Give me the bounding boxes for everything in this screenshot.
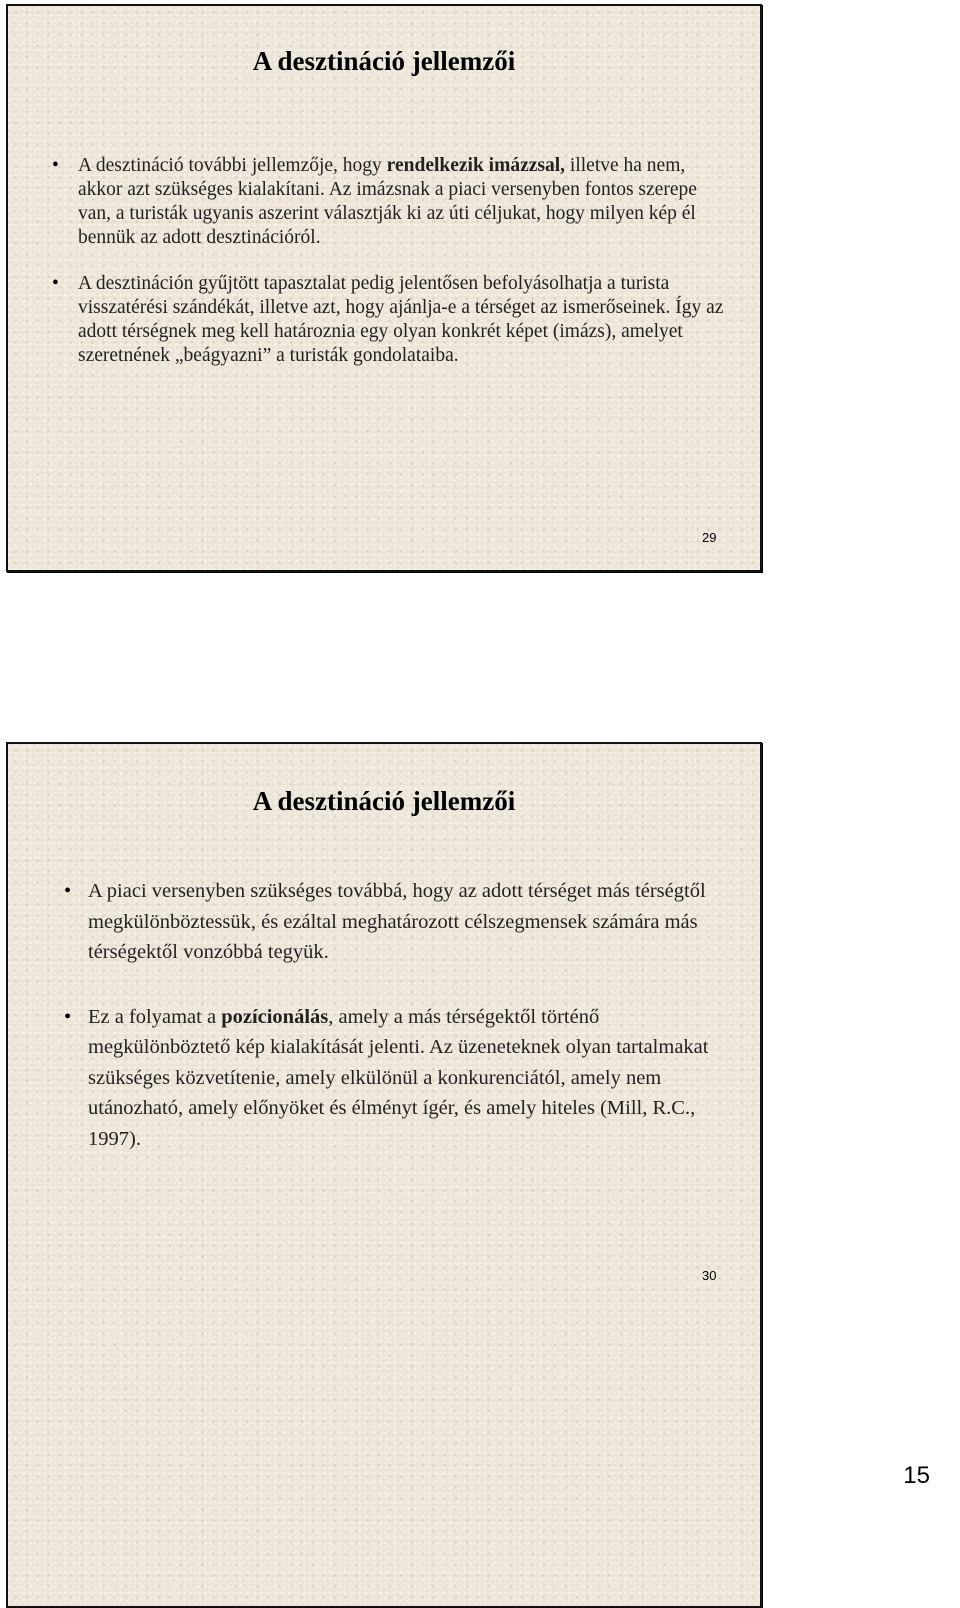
- bullet-text-bold: pozícionálás: [221, 1005, 329, 1028]
- bullet-text: A desztináción gyűjtött tapasztalat pedig jelentősen befolyásolhatja a turista visszatérési szándékát, illetve azt, hogy ajánlja-e a térséget az ismerőseinek. Így az adott térségnek meg kell határoznia egy olyan konkrét képet (imázs), amelyet szeretnének „beágyazni” a turisták gondolataiba.: [78, 273, 724, 366]
- bullet-text: A desztináció további jellemzője, hogy: [78, 155, 387, 176]
- bullet-icon: •: [64, 880, 72, 902]
- bullet-text-bold: rendelkezik imázzsal,: [386, 155, 566, 176]
- bullet-item: [64, 876, 728, 968]
- slide-title: A desztináció jellemzői: [252, 786, 516, 816]
- bullet-text: Ez a folyamat a: [88, 1005, 222, 1028]
- bullet-text: illetve ha nem, akkor azt szükséges kialakítani. Az imázsnak a piaci versenyben fontos szerepe van, a turisták ugyanis aszerint választják ki az úti céljukat, hogy milyen kép él bennük az adott desztinációról.: [78, 155, 697, 248]
- slide-30: [6, 742, 762, 1608]
- page-number: 15: [903, 1462, 930, 1489]
- slide-title: A desztináció jellemzői: [252, 46, 516, 76]
- bullet-text: A piaci versenyben szükséges továbbá, hogy az adott térséget más térségtől megkülönböztessük, és ezáltal meghatározott célszegmensek számára más térségektől vonzóbbá tegyük.: [88, 880, 706, 963]
- bullet-text: , amely a más térségektől történő megkülönböztető kép kialakítását jelenti. Az üzeneteknek olyan tartalmakat szükséges közvetítenie, amely elkülönül a konkurenciától, amely nem utánozható, amely előnyöket és élményt ígér, és amely hiteles (Mill, R.C., 1997).: [88, 1005, 709, 1150]
- slide-29: [6, 4, 762, 572]
- bullet-item: [52, 272, 732, 368]
- bullet-item: [64, 1002, 728, 1155]
- bullet-icon: •: [64, 1005, 72, 1028]
- bullet-icon: •: [52, 273, 59, 294]
- slide-number: 29: [702, 530, 717, 545]
- bullet-item: [52, 154, 732, 250]
- bullet-icon: •: [52, 155, 59, 176]
- bullet-list: [64, 876, 728, 1154]
- bullet-list: [52, 154, 732, 368]
- slide-number: 30: [702, 1268, 717, 1283]
